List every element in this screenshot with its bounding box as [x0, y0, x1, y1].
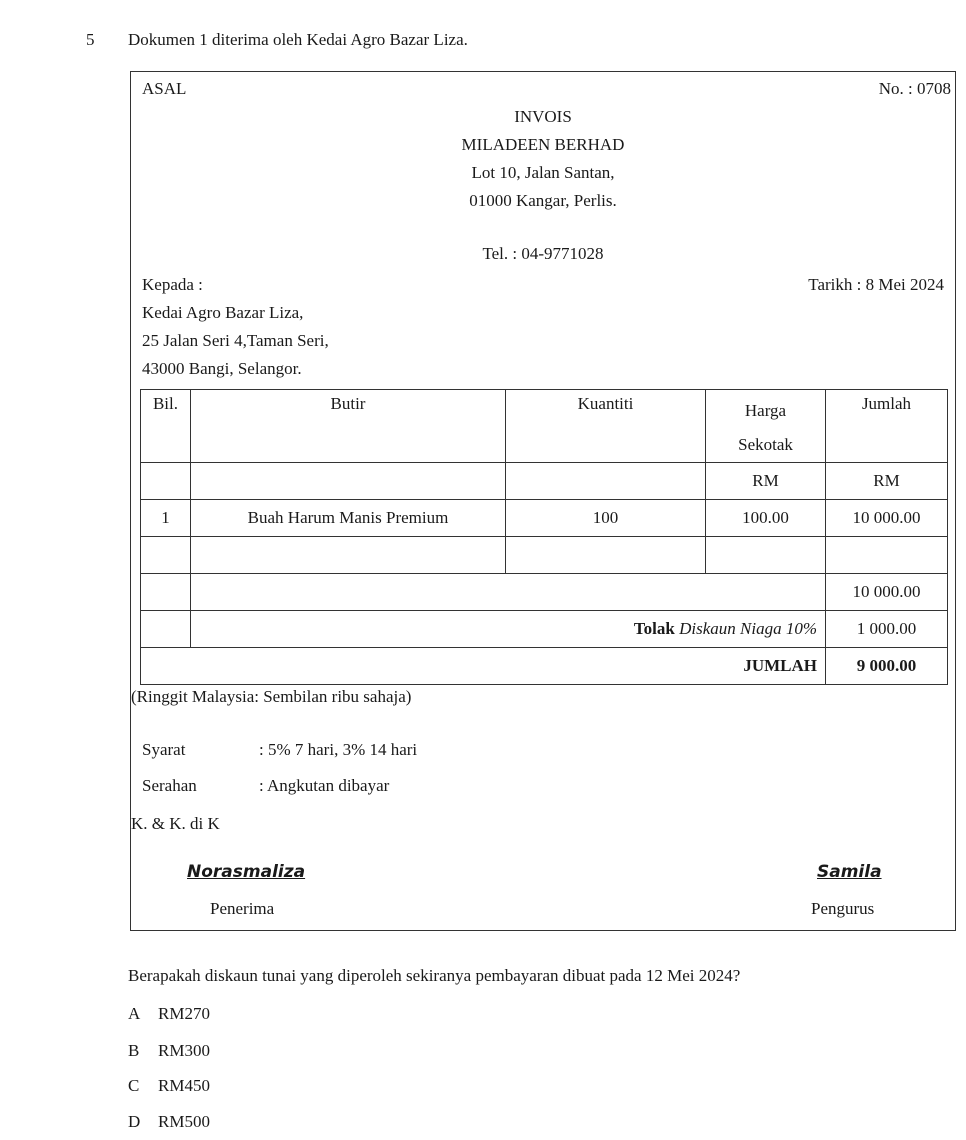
table-row-empty: [141, 537, 948, 574]
option-c-value[interactable]: RM450: [158, 1076, 210, 1095]
question-intro: Dokumen 1 diterima oleh Kedai Agro Bazar Liza.: [128, 30, 468, 49]
option-b-value[interactable]: RM300: [158, 1041, 210, 1060]
copy-label: ASAL: [142, 79, 187, 98]
empty-cell: [706, 537, 826, 574]
empty-cell: [826, 537, 948, 574]
empty-cell: [191, 574, 826, 611]
invoice-title: INVOIS: [514, 107, 572, 126]
errors-omissions: K. & K. di K: [131, 814, 220, 833]
subtotal-value: 10 000.00: [826, 574, 948, 611]
company-tel: Tel. : 04-9771028: [482, 244, 604, 263]
empty-cell: [141, 611, 191, 648]
recipient-name: Kedai Agro Bazar Liza,: [142, 303, 304, 322]
delivery-label: Serahan: [142, 776, 197, 795]
company-address-line1: Lot 10, Jalan Santan,: [471, 163, 615, 182]
header-jumlah: Jumlah: [826, 390, 948, 463]
option-d-value[interactable]: RM500: [158, 1112, 210, 1131]
header-harga: [706, 390, 826, 463]
currency-row: [141, 463, 948, 500]
header-butir: Butir: [191, 390, 506, 463]
option-a-value[interactable]: RM270: [158, 1004, 210, 1023]
option-b-letter: B: [128, 1041, 140, 1060]
signature-manager: Samila: [817, 862, 882, 882]
empty-cell: [141, 574, 191, 611]
row-kuantiti: 100: [506, 500, 706, 537]
invoice-document: [130, 71, 956, 931]
company-address-line2: 01000 Kangar, Perlis.: [469, 191, 617, 210]
role-manager: Pengurus: [811, 899, 875, 918]
currency-empty-bil: [141, 463, 191, 500]
total-label: JUMLAH: [141, 648, 826, 685]
row-butir: Buah Harum Manis Premium: [191, 500, 506, 537]
terms-value: : 5% 7 hari, 3% 14 hari: [259, 740, 418, 759]
option-c-letter: C: [128, 1076, 140, 1095]
total-row: [141, 648, 948, 685]
empty-cell: [191, 537, 506, 574]
header-harga-line1: Harga: [744, 401, 787, 420]
header-bil: Bil.: [141, 390, 191, 463]
to-label: Kepada :: [142, 275, 203, 294]
invoice-items-table: [140, 389, 948, 685]
invoice-number: No. : 0708: [878, 79, 951, 98]
currency-jumlah: RM: [826, 463, 948, 500]
question-prompt: Berapakah diskaun tunai yang diperoleh sekiranya pembayaran dibuat pada 12 Mei 2024?: [128, 966, 741, 985]
signature-receiver: Norasmaliza: [187, 862, 306, 882]
table-row: [141, 500, 948, 537]
discount-label-bold: Tolak: [633, 619, 675, 638]
option-d-letter: D: [128, 1112, 141, 1131]
row-jumlah: 10 000.00: [826, 500, 948, 537]
option-a-letter: A: [128, 1004, 141, 1023]
recipient-address-line2: 43000 Bangi, Selangor.: [142, 359, 302, 378]
discount-row: [141, 611, 948, 648]
amount-in-words: (Ringgit Malaysia: Sembilan ribu sahaja): [131, 687, 412, 706]
header-harga-line2: Sekotak: [738, 435, 793, 454]
terms-label: Syarat: [142, 740, 186, 759]
subtotal-row: [141, 574, 948, 611]
role-receiver: Penerima: [210, 899, 275, 918]
invoice-date: Tarikh : 8 Mei 2024: [808, 275, 944, 294]
table-header-row: [141, 390, 948, 463]
company-name: MILADEEN BERHAD: [461, 135, 625, 154]
total-value: 9 000.00: [826, 648, 948, 685]
empty-cell: [141, 537, 191, 574]
currency-empty-butir: [191, 463, 506, 500]
discount-label-italic: Diskaun Niaga 10%: [679, 619, 817, 638]
empty-cell: [506, 537, 706, 574]
header-kuantiti: Kuantiti: [506, 390, 706, 463]
currency-harga: RM: [706, 463, 826, 500]
discount-value: 1 000.00: [826, 611, 948, 648]
recipient-address-line1: 25 Jalan Seri 4,Taman Seri,: [142, 331, 329, 350]
delivery-value: : Angkutan dibayar: [259, 776, 390, 795]
question-number: 5: [86, 30, 95, 49]
row-harga: 100.00: [706, 500, 826, 537]
currency-empty-kuantiti: [506, 463, 706, 500]
discount-label: [191, 611, 826, 648]
row-bil: 1: [141, 500, 191, 537]
